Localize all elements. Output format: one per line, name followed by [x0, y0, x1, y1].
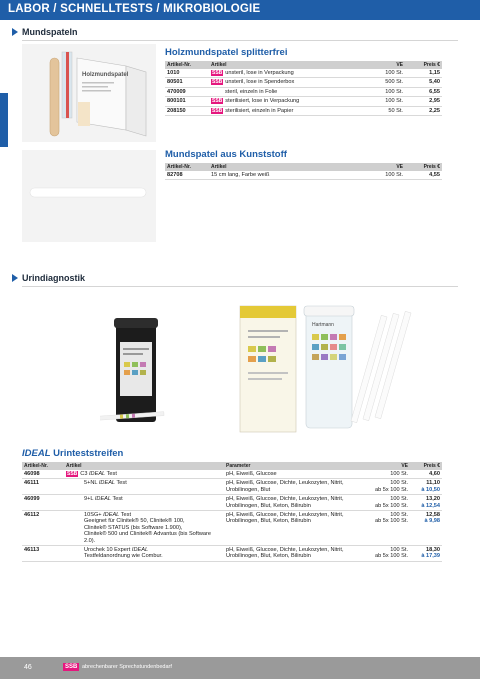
holz-product-table [165, 61, 442, 116]
table-row: 208150 SSB sterilisiert, einzeln in Papier 50 St. 2,25 [167, 107, 440, 114]
table-row: 46112 10SG+ IDEAL Test Geeignet für Clinitek® 50, Clinitek® 100, Clinitek® STATUS (bis Software 1.900), Clinitek® 500 und Clinitek® Advantus (bis Software 2.0). pH, Eiweiß, Glucose, Dichte, Leukozyten, Nitrit, Urobilinogen, Blut, Keton, Bilirubin 100 St. ab 5x 100 St. 12,58 à 9,98 [24, 512, 440, 544]
table-row: 46098 SSB C3 IDEAL Test pH, Eiweiß, Glucose 100 St. 4,60 [24, 471, 440, 477]
product-title-kunststoff: Mundspatel aus Kunststoff [165, 149, 287, 160]
table-row: 46111 5+NL IDEAL Test pH, Eiweiß, Glucose, Dichte, Leukozyten, Nitrit, Urobilinogen, Blut 100 St. ab 5x 100 St. 11,10 à 10,50 [24, 480, 440, 493]
page-header [0, 0, 480, 20]
section-divider [22, 40, 458, 41]
ssb-badge: SSB [212, 107, 223, 114]
plastic-spatula-image [22, 150, 156, 242]
svg-text:Hartmann: Hartmann [312, 322, 334, 328]
ssb-badge: SSB [67, 471, 78, 477]
wooden-spatula-image [22, 44, 156, 142]
table-row: 80501 SSB unsteril, lose in Spenderbox 500 St. 5,40 [167, 79, 440, 86]
table-row: 82708 15 cm lang, Farbe weiß 100 St. 4,55 [167, 172, 440, 178]
table-row: 46113 Urochek 10 Expert IDEAL Testfeldanordnung wie Combur. pH, Eiweiß, Glucose, Dichte, Leukozyten, Nitrit, Urobilinogen, Blut, Keton, Bilirubin 100 St. ab 5x 100 St. 18,30 à 17,39 [24, 547, 440, 560]
page-number: 46 [24, 664, 32, 671]
footer-note: abrechenbarer Sprechstundenbedarf [82, 664, 172, 670]
table-header-row: Artikel-Nr. Artikel VE Preis € [167, 164, 440, 170]
urin-product-table [22, 462, 442, 562]
col-desc-header: Artikel [209, 61, 350, 69]
table-row: 1010 SSB unsteril, lose in Verpackung 100 St. 1,15 [167, 70, 440, 76]
table-row: 470009 steril, einzeln in Folie 100 St. 6,55 [167, 88, 440, 95]
ssb-badge: SSB [212, 79, 223, 86]
section-heading-mundspateln [12, 27, 78, 37]
section-label: Urindiagnostik [22, 273, 86, 283]
side-tab-marker [0, 93, 8, 147]
triangle-icon [12, 28, 18, 36]
triangle-icon [12, 274, 18, 282]
page-footer [0, 657, 480, 679]
ssb-badge: SSB [212, 98, 223, 105]
col-art-header: Artikel-Nr. [165, 61, 209, 69]
ssb-badge: SSB [212, 70, 223, 76]
col-ve-header: VE [350, 61, 405, 69]
urine-test-strips-image [100, 296, 420, 436]
table-header-row: Artikel-Nr. Artikel Parameter VE Preis € [24, 463, 440, 469]
table-row: 46099 9+L IDEAL Test pH, Eiweiß, Glucose, Dichte, Leukozyten, Nitrit, Urobilinogen, Blut, Keton, Bilirubin 100 St. ab 5x 100 St. 13,20 à 12,54 [24, 496, 440, 509]
svg-text:Holzmundspatel: Holzmundspatel [82, 72, 129, 78]
ssb-badge: SSB [65, 664, 78, 670]
kunststoff-product-table [165, 163, 442, 180]
product-title-holz: Holzmundspatel splitterfrei [165, 47, 288, 58]
section-label: Mundspateln [22, 27, 78, 37]
col-price-header: Preis € [405, 61, 442, 69]
product-title-urinteststreifen: IDEAL Urinteststreifen [22, 448, 124, 459]
section-divider [22, 286, 458, 287]
table-row: 800101 SSB sterilisiert, lose in Verpackung 100 St. 2,95 [167, 98, 440, 105]
section-heading-urindiagnostik [12, 273, 85, 283]
table-header-row [165, 61, 442, 69]
page-title: LABOR / SCHNELLTESTS / MIKROBIOLOGIE [8, 3, 261, 15]
